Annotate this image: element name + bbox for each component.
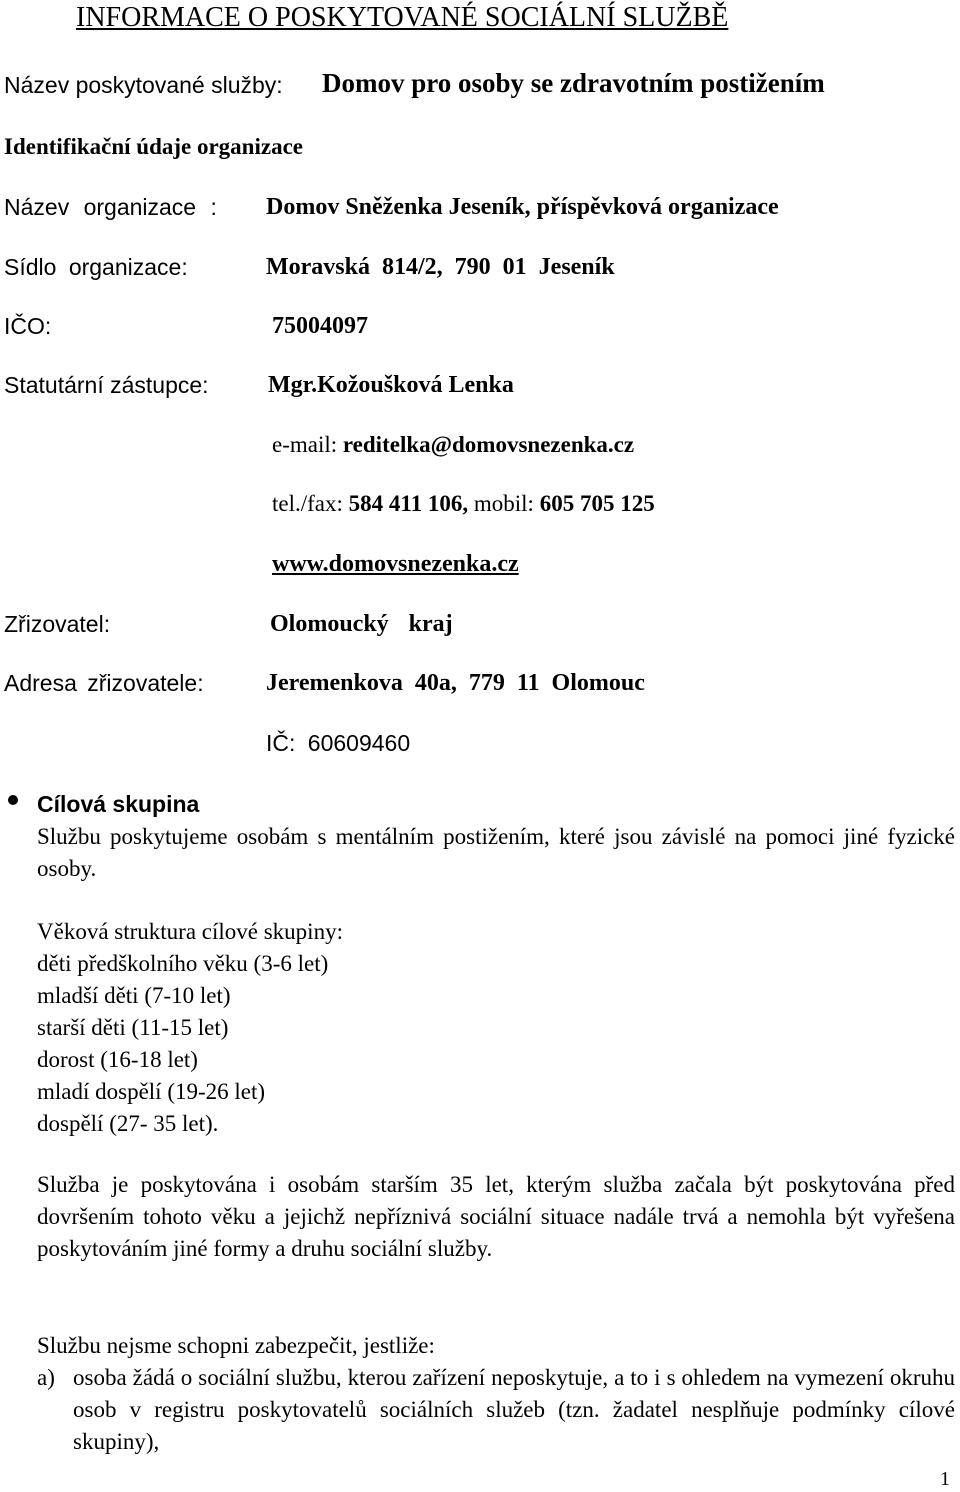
target-group-heading: Cílová skupina — [37, 791, 200, 817]
founder-label: Zřizovatel: — [4, 611, 111, 637]
exclusion-heading-text: Službu nejsme schopni zabezpečit, jestliže: — [37, 1333, 435, 1358]
email-label: e-mail: — [272, 432, 338, 457]
age-item: dospělí (27- 35 let). — [37, 1111, 219, 1136]
age-item: mladší děti (7-10 let) — [37, 983, 231, 1008]
exclusion-marker: a) — [37, 1365, 55, 1390]
mobile-value: 605 705 125 — [539, 491, 655, 516]
phone-value: 584 411 106, — [348, 491, 469, 516]
exclusion-heading — [37, 1330, 955, 1362]
page-number: 1 — [940, 1468, 950, 1490]
age-item: dorost (16-18 let) — [37, 1047, 198, 1072]
age-item: děti předškolního věku (3-6 let) — [37, 951, 329, 976]
service-value: Domov pro osoby se zdravotním postižením — [322, 68, 825, 98]
exclusion-text: osoba žádá o sociální službu, kterou zařízení neposkytuje, a to i s ohledem na vymezení okruhu osob v registru poskytovatelů sociálních služeb (tzn. žadatel nesplňuje podmínky cílové skupiny), — [73, 1365, 955, 1454]
age-structure — [37, 916, 955, 1140]
founder-address-value: Jeremenkova 40a, 779 11 Olomouc — [266, 670, 645, 696]
founder-ic: IČ: 60609460 — [266, 730, 411, 756]
age-item: mladí dospělí (19-26 let) — [37, 1079, 266, 1104]
phone-line — [272, 491, 655, 517]
founder-value: Olomoucký kraj — [270, 611, 453, 637]
service-label: Název poskytované služby: — [4, 72, 283, 98]
bullet-icon — [8, 795, 18, 805]
email-line — [272, 432, 634, 458]
older-note-text: Služba je poskytována i osobám starším 35 let, kterým služba začala být poskytována před dovršením tohoto věku a jejichž nepříznivá sociální situace nadále trvá a nemohla být vyřešena poskytováním jiné formy a druhu sociální služby. — [37, 1172, 955, 1261]
target-group-intro-text: Službu poskytujeme osobám s mentálním postižením, které jsou závislé na pomoci jiné fyzické osoby. — [37, 824, 955, 881]
identification-heading: Identifikační údaje organizace — [4, 134, 303, 159]
exclusion-item — [37, 1362, 955, 1458]
mobile-label: mobil: — [473, 491, 534, 516]
rep-label: Statutární zástupce: — [4, 372, 209, 398]
org-name-value: Domov Sněženka Jeseník, příspěvková organizace — [266, 194, 779, 220]
website-link[interactable]: www.domovsnezenka.cz — [272, 551, 519, 577]
email-value[interactable]: reditelka@domovsnezenka.cz — [342, 432, 635, 457]
ico-value: 75004097 — [272, 313, 368, 339]
founder-address-label: Adresa zřizovatele: — [4, 670, 204, 696]
age-heading: Věková struktura cílové skupiny: — [37, 919, 343, 944]
rep-value: Mgr.Kožoušková Lenka — [268, 372, 514, 398]
age-item: starší děti (11-15 let) — [37, 1015, 229, 1040]
page-title: INFORMACE O POSKYTOVANÉ SOCIÁLNÍ SLUŽBĚ — [76, 2, 729, 33]
org-seat-label: Sídlo organizace: — [4, 254, 188, 280]
phone-label: tel./fax: — [272, 491, 343, 516]
older-note — [37, 1169, 955, 1265]
target-group-intro — [37, 821, 955, 885]
ico-label: IČO: — [4, 313, 52, 339]
org-seat-value: Moravská 814/2, 790 01 Jeseník — [266, 254, 615, 280]
org-name-label: Název organizace : — [4, 194, 217, 220]
